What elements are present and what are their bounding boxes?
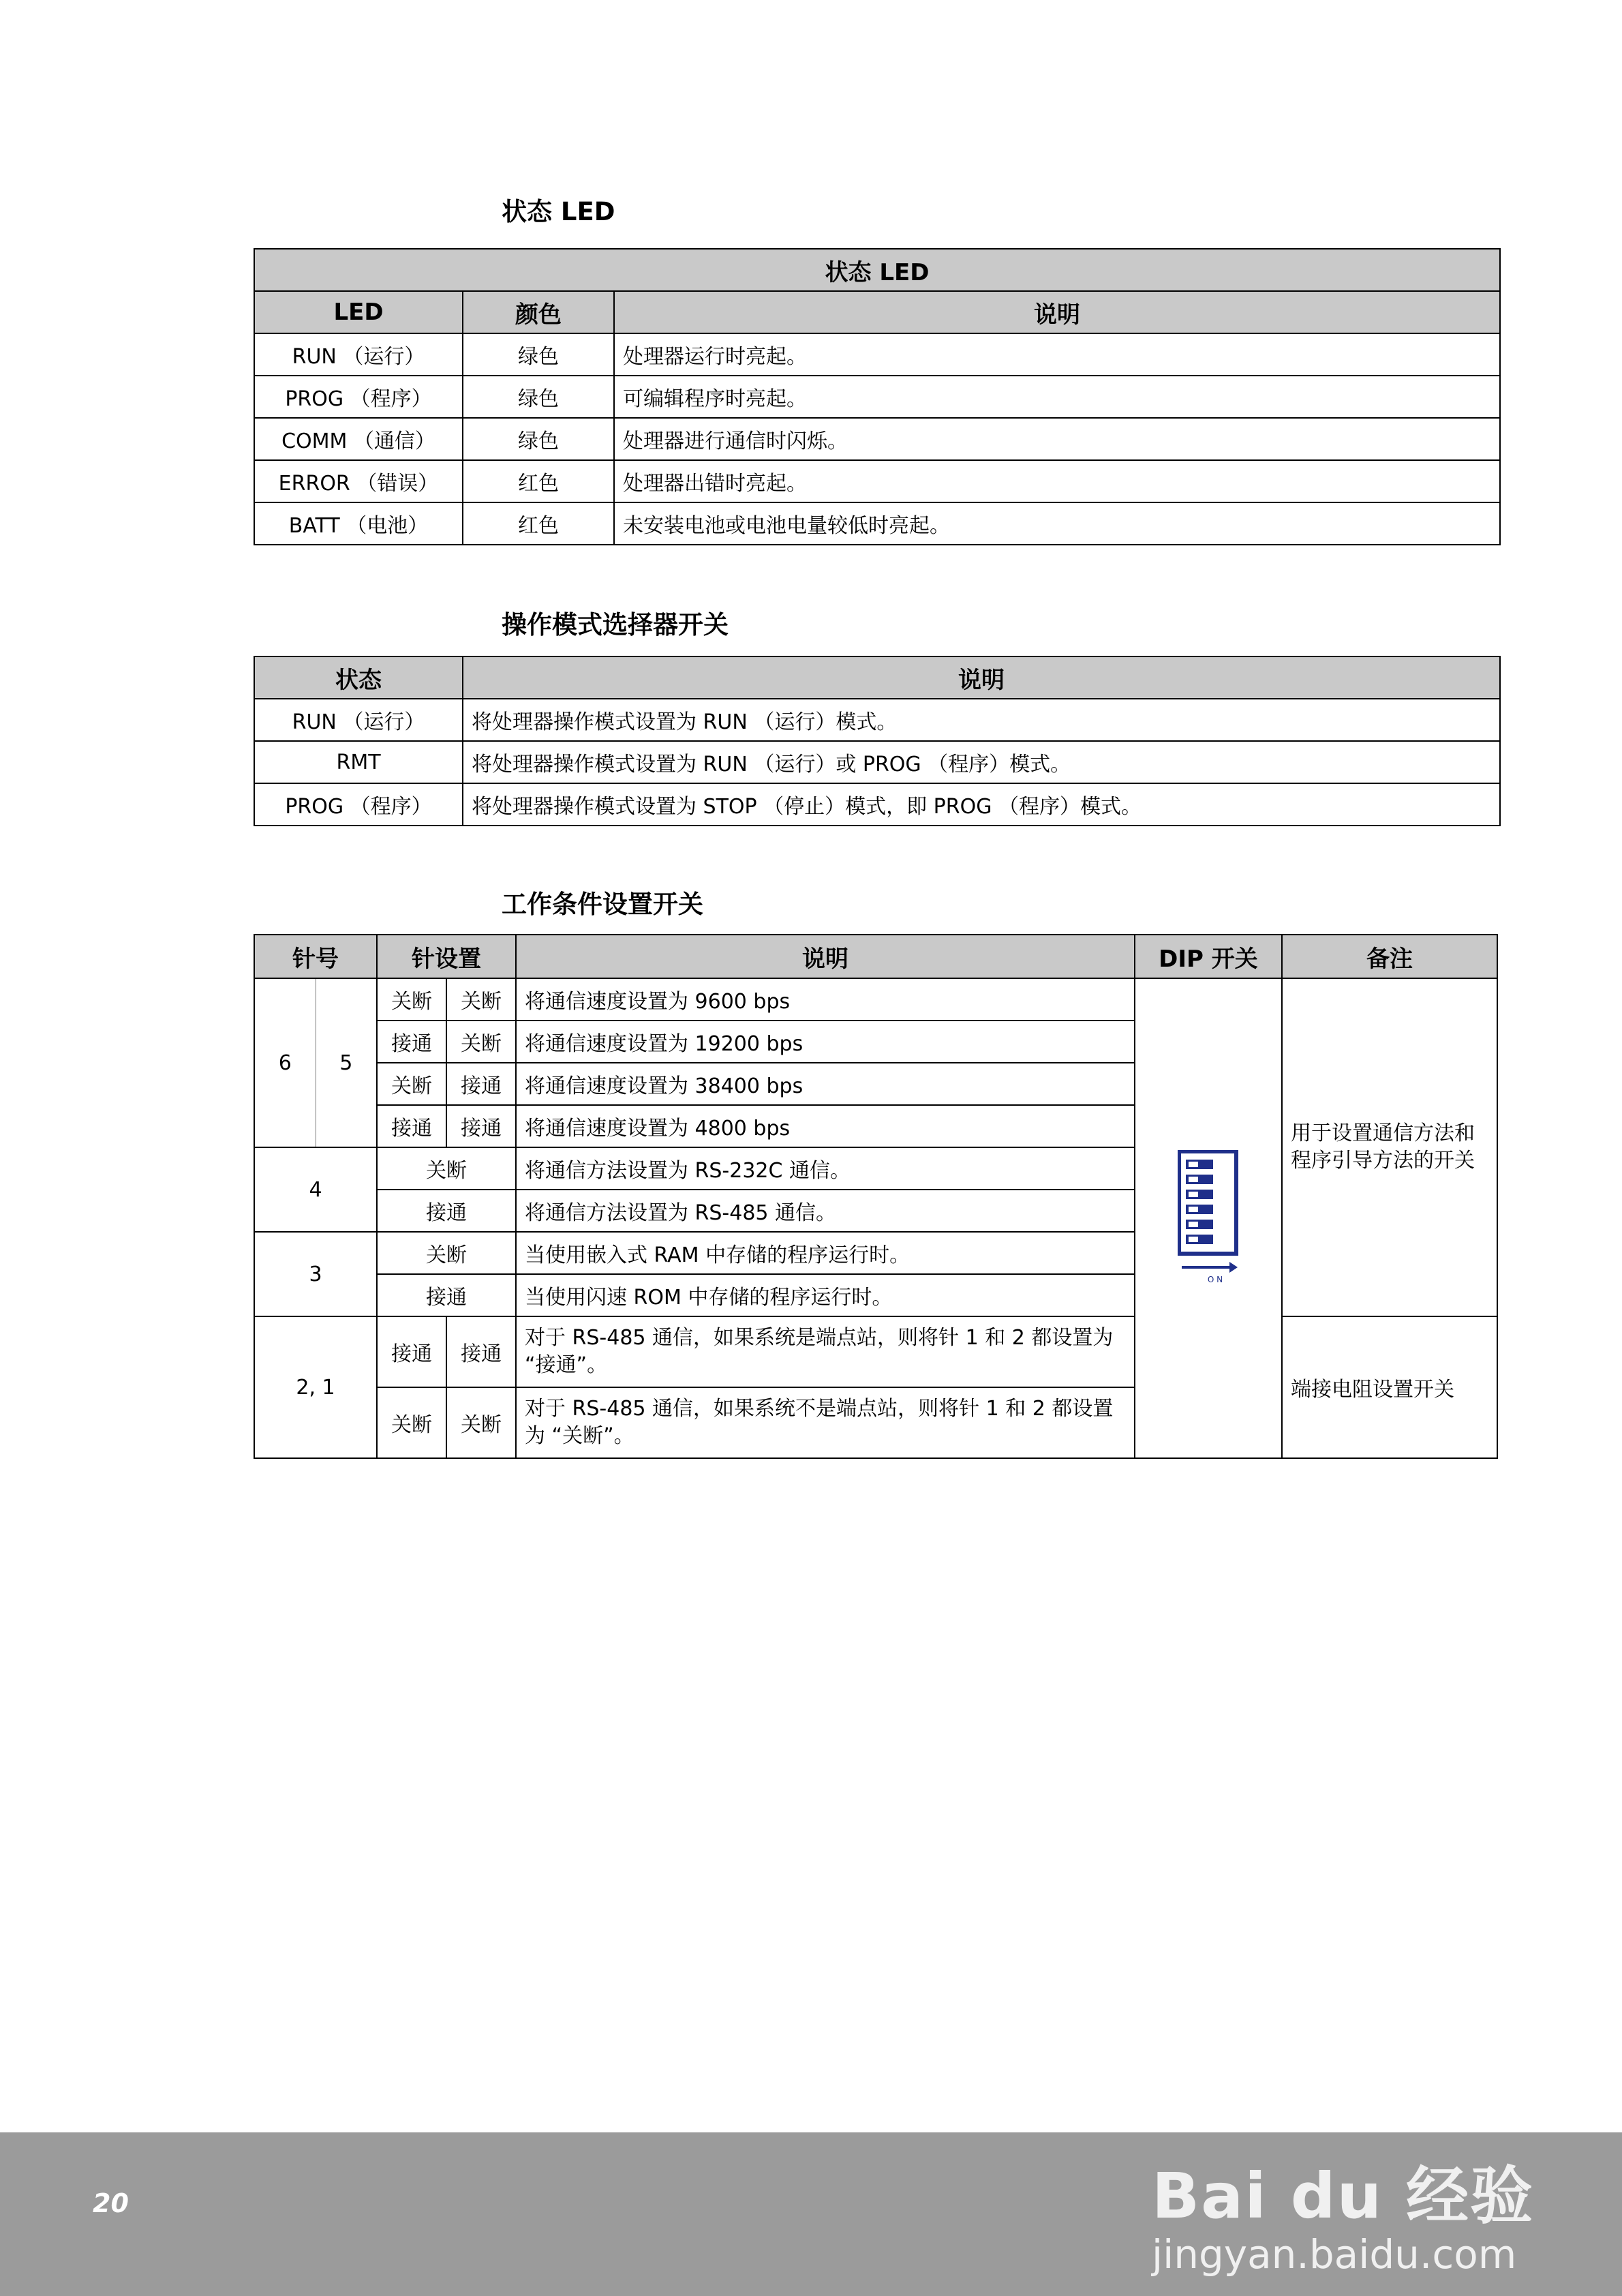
mode-state: RMT xyxy=(254,741,463,783)
table-row xyxy=(254,502,1500,545)
led-color: 绿色 xyxy=(463,418,614,460)
pin5-setting: 关断 xyxy=(446,1021,516,1063)
pin-5: 5 xyxy=(316,978,377,1147)
watermark-url: jingyan.baidu.com xyxy=(1152,2231,1517,2278)
led-desc: 处理器进行通信时闪烁。 xyxy=(614,418,1500,460)
mode-desc: 将处理器操作模式设置为 RUN （运行）模式。 xyxy=(463,699,1500,741)
cond-header-pin: 针号 xyxy=(254,935,377,978)
led-desc: 可编辑程序时亮起。 xyxy=(614,376,1500,418)
led-name: RUN （运行） xyxy=(254,333,463,376)
baud-desc: 将通信速度设置为 4800 bps xyxy=(516,1105,1135,1147)
pin4-setting: 关断 xyxy=(377,1147,516,1190)
cond-section-title: 工作条件设置开关 xyxy=(502,890,703,919)
table-row xyxy=(254,418,1500,460)
page-number: 20 xyxy=(93,2188,129,2218)
pin-2-1: 2, 1 xyxy=(254,1316,377,1458)
mode-section-title: 操作模式选择器开关 xyxy=(502,610,729,639)
table-row xyxy=(254,699,1500,741)
led-table xyxy=(254,248,1501,545)
led-header-led: LED xyxy=(254,291,463,333)
pin4-desc: 将通信方法设置为 RS-485 通信。 xyxy=(516,1190,1135,1232)
led-name: BATT （电池） xyxy=(254,502,463,545)
dip-switch-icon xyxy=(1178,1150,1239,1286)
pin1-setting: 关断 xyxy=(446,1387,516,1458)
led-name: ERROR （错误） xyxy=(254,460,463,502)
baud-desc: 将通信速度设置为 19200 bps xyxy=(516,1021,1135,1063)
baud-desc: 将通信速度设置为 38400 bps xyxy=(516,1063,1135,1105)
pin21-desc: 对于 RS-485 通信，如果系统是端点站，则将针 1 和 2 都设置为 “接通”。 xyxy=(516,1316,1135,1387)
mode-desc: 将处理器操作模式设置为 RUN （运行）或 PROG （程序）模式。 xyxy=(463,741,1500,783)
led-desc: 处理器出错时亮起。 xyxy=(614,460,1500,502)
remark-upper: 用于设置通信方法和程序引导方法的开关 xyxy=(1282,978,1497,1316)
led-header-color: 颜色 xyxy=(463,291,614,333)
table-row xyxy=(254,460,1500,502)
pin6-setting: 接通 xyxy=(377,1105,446,1147)
pin5-setting: 关断 xyxy=(446,978,516,1021)
dip-switch-cell xyxy=(1135,978,1282,1458)
led-color: 绿色 xyxy=(463,333,614,376)
pin6-setting: 关断 xyxy=(377,978,446,1021)
pin3-desc: 当使用嵌入式 RAM 中存储的程序运行时。 xyxy=(516,1232,1135,1274)
led-color: 红色 xyxy=(463,502,614,545)
led-section-title: 状态 LED xyxy=(502,197,615,226)
mode-header-state: 状态 xyxy=(254,656,463,699)
pin1-setting: 接通 xyxy=(446,1316,516,1387)
pin-3: 3 xyxy=(254,1232,377,1316)
pin21-desc: 对于 RS-485 通信，如果系统不是端点站，则将针 1 和 2 都设置为 “关断”。 xyxy=(516,1387,1135,1458)
pin2-setting: 关断 xyxy=(377,1387,446,1458)
baud-desc: 将通信速度设置为 9600 bps xyxy=(516,978,1135,1021)
table-row xyxy=(254,741,1500,783)
table-row xyxy=(254,978,1497,1021)
remark-lower: 端接电阻设置开关 xyxy=(1282,1316,1497,1458)
dip-caption: O N xyxy=(1207,1275,1223,1284)
mode-state: PROG （程序） xyxy=(254,783,463,826)
pin-4: 4 xyxy=(254,1147,377,1232)
mode-state: RUN （运行） xyxy=(254,699,463,741)
pin6-setting: 接通 xyxy=(377,1021,446,1063)
led-color: 绿色 xyxy=(463,376,614,418)
pin4-setting: 接通 xyxy=(377,1190,516,1232)
led-desc: 未安装电池或电池电量较低时亮起。 xyxy=(614,502,1500,545)
mode-table xyxy=(254,656,1501,826)
pin6-setting: 关断 xyxy=(377,1063,446,1105)
watermark-brand: Bai du 经验 xyxy=(1152,2160,1535,2233)
table-row xyxy=(254,333,1500,376)
pin4-desc: 将通信方法设置为 RS-232C 通信。 xyxy=(516,1147,1135,1190)
mode-header-desc: 说明 xyxy=(463,656,1500,699)
cond-header-setting: 针设置 xyxy=(377,935,516,978)
pin-6: 6 xyxy=(254,978,316,1147)
led-name: PROG （程序） xyxy=(254,376,463,418)
cond-header-desc: 说明 xyxy=(516,935,1135,978)
table-row xyxy=(254,376,1500,418)
pin3-desc: 当使用闪速 ROM 中存储的程序运行时。 xyxy=(516,1274,1135,1316)
table-row xyxy=(254,1316,1497,1387)
led-desc: 处理器运行时亮起。 xyxy=(614,333,1500,376)
watermark xyxy=(1124,2091,1602,2296)
cond-table xyxy=(254,934,1498,1459)
pin3-setting: 接通 xyxy=(377,1274,516,1316)
page-footer xyxy=(0,2132,1622,2296)
mode-desc: 将处理器操作模式设置为 STOP （停止）模式，即 PROG （程序）模式。 xyxy=(463,783,1500,826)
table-row xyxy=(254,783,1500,826)
led-name: COMM （通信） xyxy=(254,418,463,460)
led-table-title: 状态 LED xyxy=(254,249,1500,291)
pin5-setting: 接通 xyxy=(446,1063,516,1105)
cond-header-dip: DIP 开关 xyxy=(1135,935,1282,978)
led-color: 红色 xyxy=(463,460,614,502)
pin2-setting: 接通 xyxy=(377,1316,446,1387)
led-header-desc: 说明 xyxy=(614,291,1500,333)
cond-header-remark: 备注 xyxy=(1282,935,1497,978)
pin3-setting: 关断 xyxy=(377,1232,516,1274)
pin5-setting: 接通 xyxy=(446,1105,516,1147)
